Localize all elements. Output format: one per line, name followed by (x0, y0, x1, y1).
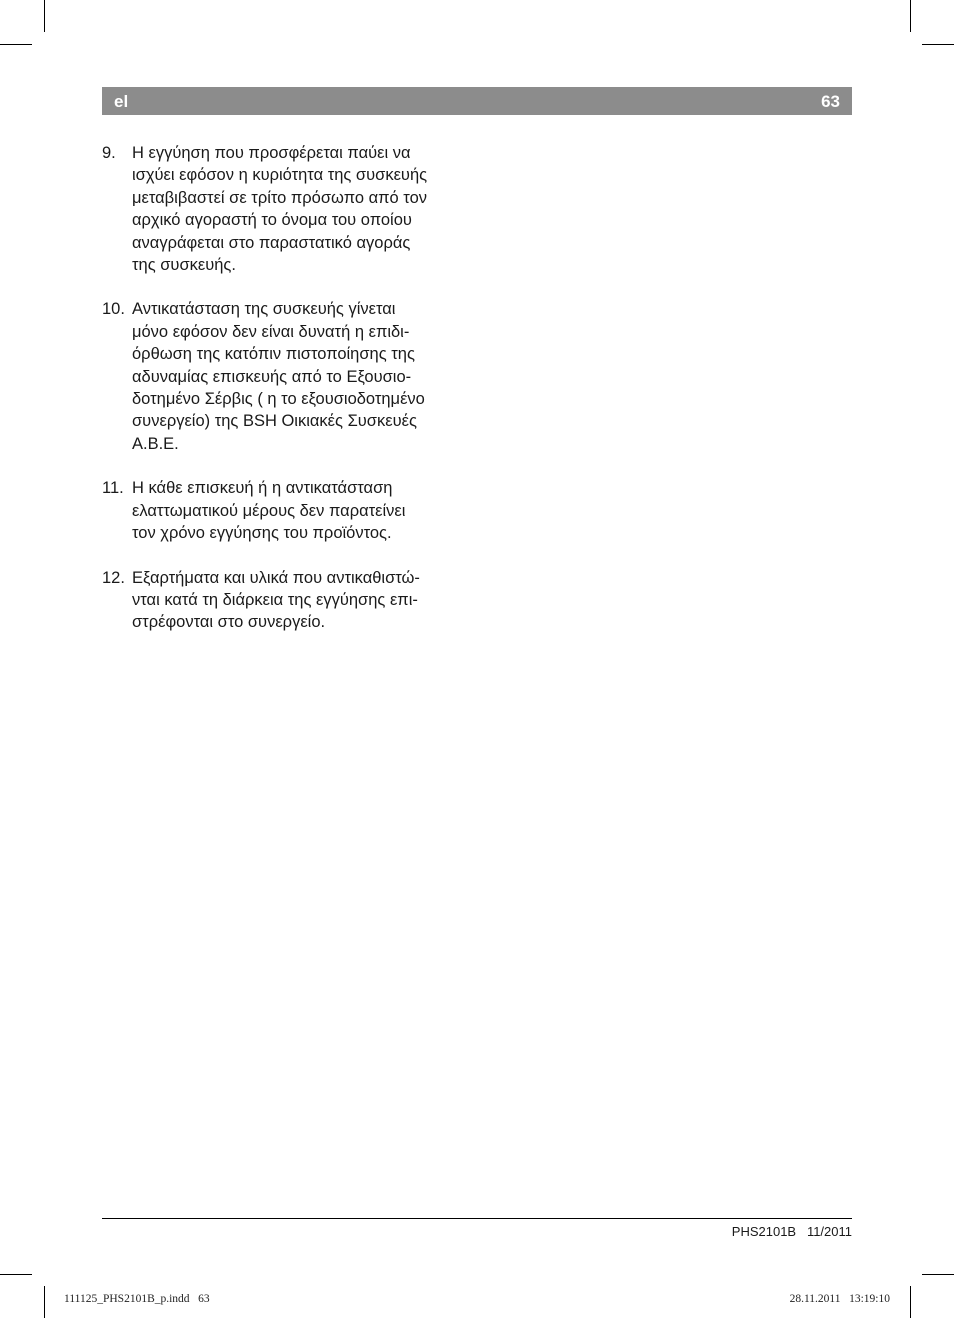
footer-model-date: PHS2101B 11/2011 (731, 1224, 852, 1239)
item-text: Εξαρτήματα και υλικά που αντικαθιστώ- νται κατά τη διάρκεια της εγγύησης επι- στρέφονται στο συνεργείο. (132, 568, 420, 632)
page-header (102, 87, 852, 115)
crop-mark (0, 44, 32, 45)
footer-divider (102, 1218, 852, 1219)
crop-mark (922, 1274, 954, 1275)
warranty-terms-list (102, 142, 482, 656)
list-item (102, 142, 482, 276)
list-item (102, 477, 482, 544)
crop-mark (910, 1286, 911, 1318)
item-text: Η εγγύηση που προσφέρεται παύει να ισχύει εφόσον η κυριότητα της συσκευής μεταβιβαστεί σε τρίτο πρόσωπο από τον αρχικό αγοραστή το όνομα του οποίου αναγράφεται στο παραστατικό αγοράς της συσκευής. (132, 144, 428, 275)
item-number: 11. (102, 479, 124, 498)
crop-mark (0, 1274, 32, 1275)
item-text: Η κάθε επισκευή ή η αντικατάσταση ελαττωματικού μέρους δεν παρατείνει τον χρόνο εγγύησης του προϊόντος. (132, 479, 406, 543)
list-item (102, 567, 482, 634)
page-number: 63 (821, 92, 840, 111)
item-text: Αντικατάσταση της συσκευής γίνεται μόνο εφόσον δεν είναι δυνατή η επιδι- όρθωση της κατόπιν πιστοποίησης της αδυναμίας επισκευής από το Εξουσιο- δοτημένο Σέρβις ( η το εξουσιοδοτημένο συνεργείο) της BSH Οικιακές Συσκευές A.B.E. (132, 300, 425, 453)
crop-mark (44, 0, 45, 32)
print-slug-file: 111125_PHS2101B_p.indd 63 (64, 1293, 210, 1305)
crop-mark (922, 44, 954, 45)
item-number: 10. (102, 300, 125, 319)
crop-mark (910, 0, 911, 32)
item-number: 12. (102, 568, 125, 587)
list-item (102, 298, 482, 455)
crop-mark (44, 1286, 45, 1318)
language-code: el (114, 92, 129, 111)
print-slug-timestamp: 28.11.2011 13:19:10 (789, 1293, 890, 1305)
item-number: 9. (102, 144, 116, 162)
